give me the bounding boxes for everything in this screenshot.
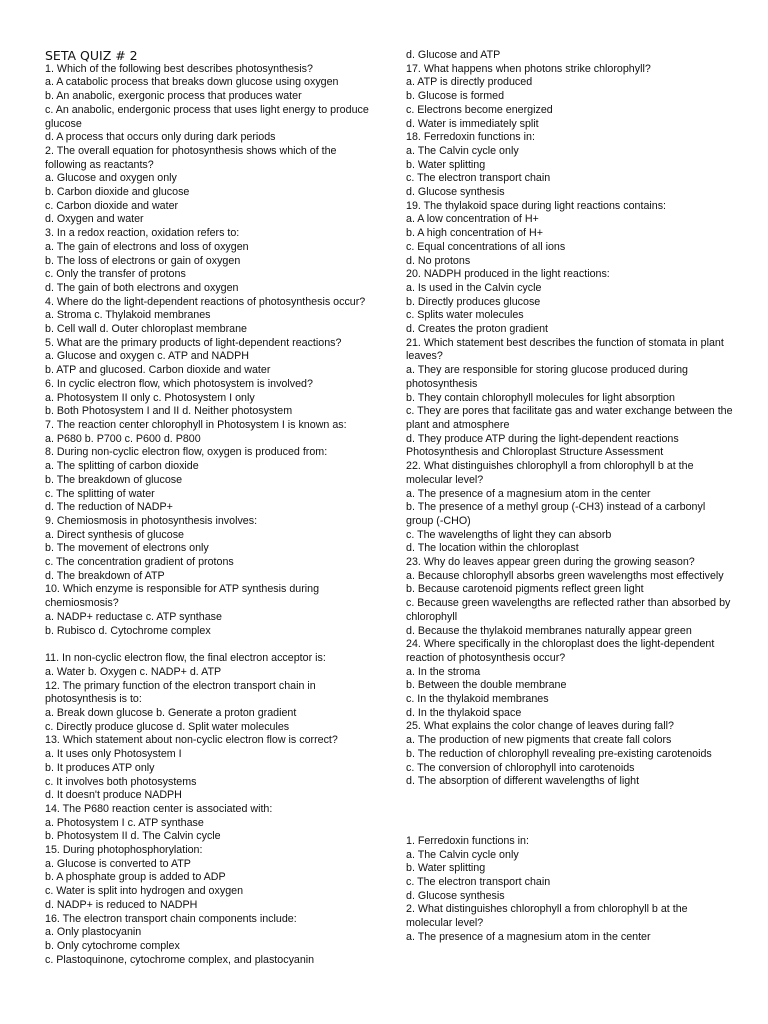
text-line: c. Only the transfer of protons [45,268,186,281]
text-line: a. In the stroma [406,665,481,678]
text-line: d. Because the thylakoid membranes naturally appear green [406,624,692,637]
text-line: 12. The primary function of the electron transport chain in [45,679,316,692]
text-line: a. The splitting of carbon dioxide [45,460,199,473]
text-line: a. Water b. Oxygen c. NADP+ d. ATP [45,665,222,678]
text-line: a. Photosystem II only c. Photosystem I only [45,391,255,404]
text-line: d. A process that occurs only during dark periods [45,131,276,144]
text-line: c. It involves both photosystems [45,775,197,788]
text-line: 5. What are the primary products of light-dependent reactions? [45,336,342,349]
text-line: b. Directly produces glucose [406,295,541,308]
text-line: d. In the thylakoid space [406,706,522,719]
text-line: b. A high concentration of H+ [406,227,543,240]
text-line: group (-CHO) [406,514,471,527]
text-line: 14. The P680 reaction center is associated with: [45,802,273,815]
text-line: a. They are responsible for storing glucose produced during [406,364,689,377]
text-line: d. Glucose synthesis [406,889,505,902]
text-line: 23. Why do leaves appear green during the growing season? [406,556,695,569]
text-line: 11. In non-cyclic electron flow, the final electron acceptor is: [45,652,326,665]
left-column [45,49,375,967]
text-line: a. Glucose is converted to ATP [45,857,191,870]
text-line: b. Both Photosystem I and II d. Neither photosystem [45,405,293,418]
text-line: c. The concentration gradient of protons [45,556,234,569]
text-line: b. The breakdown of glucose [45,473,183,486]
text-line: b. They contain chlorophyll molecules for light absorption [406,391,675,404]
text-line: 18. Ferredoxin functions in: [406,131,535,144]
text-line: b. The movement of electrons only [45,542,209,555]
text-line: a. P680 b. P700 c. P600 d. P800 [45,432,201,445]
text-line: photosynthesis is to: [45,693,142,706]
text-line: d. The location within the chloroplast [406,542,579,555]
text-line: c. They are pores that facilitate gas and water exchange between the [406,405,733,418]
text-line: a. Only plastocyanin [45,926,142,939]
text-line: d. The gain of both electrons and oxygen [45,281,239,294]
text-line: 9. Chemiosmosis in photosynthesis involves: [45,514,258,527]
text-line: a. The gain of electrons and loss of oxygen [45,240,249,253]
text-line: c. The electron transport chain [406,876,551,889]
text-line: b. Rubisco d. Cytochrome complex [45,624,211,637]
blank-line [45,638,375,652]
text-line: c. The splitting of water [45,487,155,500]
text-line: c. The electron transport chain [406,172,551,185]
text-line: a. Break down glucose b. Generate a proton gradient [45,707,297,720]
text-line: b. The presence of a methyl group (-CH3) instead of a carbonyl [406,501,706,514]
text-line: 16. The electron transport chain components include: [45,912,297,925]
text-line: c. The conversion of chlorophyll into carotenoids [406,761,635,774]
text-line: c. In the thylakoid membranes [406,693,549,706]
text-line: 21. Which statement best describes the function of stomata in plant [406,336,724,349]
text-line: 1. Ferredoxin functions in: [406,834,529,847]
text-line: d. They produce ATP during the light-dependent reactions [406,432,679,445]
text-line: d. The reduction of NADP+ [45,501,173,514]
text-line: a. The production of new pigments that create fall colors [406,734,672,747]
text-line: d. The breakdown of ATP [45,569,165,582]
text-line: chlorophyll [406,610,458,623]
text-line: a. Because chlorophyll absorbs green wavelengths most effectively [406,569,724,582]
text-line: 17. What happens when photons strike chlorophyll? [406,62,651,75]
left-question-list [45,63,375,968]
text-line: b. Carbon dioxide and glucose [45,186,190,199]
right-column [406,49,736,945]
text-line: d. Oxygen and water [45,213,144,226]
text-line: b. A phosphate group is added to ADP [45,871,226,884]
text-line: 15. During photophosphorylation: [45,844,203,857]
text-line: molecular level? [406,917,484,930]
text-line: 2. The overall equation for photosynthesis shows which of the [45,144,337,157]
text-line: c. Plastoquinone, cytochrome complex, and plastocyanin [45,953,315,966]
text-line: b. Only cytochrome complex [45,940,180,952]
text-line: b. Water splitting [406,862,486,875]
text-line: b. The loss of electrons or gain of oxygen [45,254,241,267]
text-line: 7. The reaction center chlorophyll in Photosystem I is known as: [45,418,347,431]
text-line: 3. In a redox reaction, oxidation refers to: [45,227,240,240]
text-line: d. Creates the proton gradient [406,323,548,336]
text-line: b. Cell wall d. Outer chloroplast membrane [45,323,247,336]
text-line: 25. What explains the color change of leaves during fall? [406,720,674,733]
text-line: 24. Where specifically in the chloroplast does the light-dependent [406,638,715,651]
text-line: d. No protons [406,254,471,267]
text-line: a. It uses only Photosystem I [45,748,182,761]
text-line: photosynthesis [406,377,478,390]
text-line: d. Glucose and ATP [406,49,501,61]
text-line: a. NADP+ reductase c. ATP synthase [45,610,222,623]
text-line: a. Is used in the Calvin cycle [406,281,542,294]
text-line: 4. Where do the light-dependent reactions of photosynthesis occur? [45,295,366,308]
text-line: b. An anabolic, exergonic process that produces water [45,90,302,103]
text-line: b. Photosystem II d. The Calvin cycle [45,830,221,843]
text-line: d. Water is immediately split [406,117,539,130]
text-line: c. Equal concentrations of all ions [406,240,566,253]
text-line: c. Because green wavelengths are reflected rather than absorbed by [406,597,731,610]
text-line: a. The presence of a magnesium atom in the center [406,930,651,943]
text-line: b. It produces ATP only [45,761,155,774]
text-line: c. Carbon dioxide and water [45,199,179,212]
section-gap [406,789,736,835]
right-question-list [406,49,736,789]
text-line: 2. What distinguishes chlorophyll a from chlorophyll b at the [406,903,688,916]
text-line: 6. In cyclic electron flow, which photosystem is involved? [45,377,313,390]
text-line: Photosynthesis and Chloroplast Structure Assessment [406,446,664,459]
text-line: a. The Calvin cycle only [406,848,519,861]
text-line: b. Water splitting [406,158,486,171]
text-line: a. Glucose and oxygen c. ATP and NADPH [45,350,249,363]
text-line: c. Splits water molecules [406,309,524,322]
text-line: 10. Which enzyme is responsible for ATP synthesis during [45,583,320,596]
text-line: chemiosmosis? [45,597,119,610]
text-line: 13. Which statement about non-cyclic electron flow is correct? [45,734,338,747]
text-line: a. The Calvin cycle only [406,144,519,157]
text-line: d. It doesn't produce NADPH [45,789,182,802]
text-line: c. Electrons become energized [406,103,553,116]
text-line: 8. During non-cyclic electron flow, oxygen is produced from: [45,446,328,459]
text-line: molecular level? [406,473,484,486]
text-line: d. The absorption of different wavelengths of light [406,775,640,788]
text-line: leaves? [406,350,443,363]
text-line: following as reactants? [45,158,154,171]
text-line: 1. Which of the following best describes photosynthesis? [45,62,313,75]
text-line: a. Photosystem I c. ATP synthase [45,816,204,829]
text-line: 19. The thylakoid space during light reactions contains: [406,199,667,212]
text-line: glucose [45,117,82,130]
text-line: b. Between the double membrane [406,679,567,692]
text-line: a. Direct synthesis of glucose [45,528,185,541]
text-line: 20. NADPH produced in the light reactions: [406,268,610,281]
text-line: a. Glucose and oxygen only [45,172,177,185]
text-line: c. The wavelengths of light they can absorb [406,528,612,541]
text-line: a. ATP is directly produced [406,76,533,89]
text-line: b. Because carotenoid pigments reflect green light [406,583,644,596]
right-tail-question-list [406,835,736,945]
text-line: d. Glucose synthesis [406,186,505,199]
text-line: d. NADP+ is reduced to NADPH [45,898,198,911]
text-line: reaction of photosynthesis occur? [406,651,566,664]
text-line: b. The reduction of chlorophyll revealing pre-existing carotenoids [406,747,712,760]
text-line: c. An anabolic, endergonic process that uses light energy to produce [45,103,369,116]
text-line: plant and atmosphere [406,418,510,431]
text-line: c. Directly produce glucose d. Split water molecules [45,720,290,733]
text-line: a. Stroma c. Thylakoid membranes [45,309,211,322]
text-line: b. ATP and glucosed. Carbon dioxide and water [45,364,271,377]
text-line: b. Glucose is formed [406,90,505,103]
text-line: a. A low concentration of H+ [406,213,539,226]
quiz-title: SETA QUIZ # 2 [45,48,138,63]
text-line: a. The presence of a magnesium atom in the center [406,487,651,500]
text-line: a. A catabolic process that breaks down glucose using oxygen [45,76,339,89]
text-line: c. Water is split into hydrogen and oxygen [45,885,244,898]
text-line: 22. What distinguishes chlorophyll a from chlorophyll b at the [406,460,694,473]
